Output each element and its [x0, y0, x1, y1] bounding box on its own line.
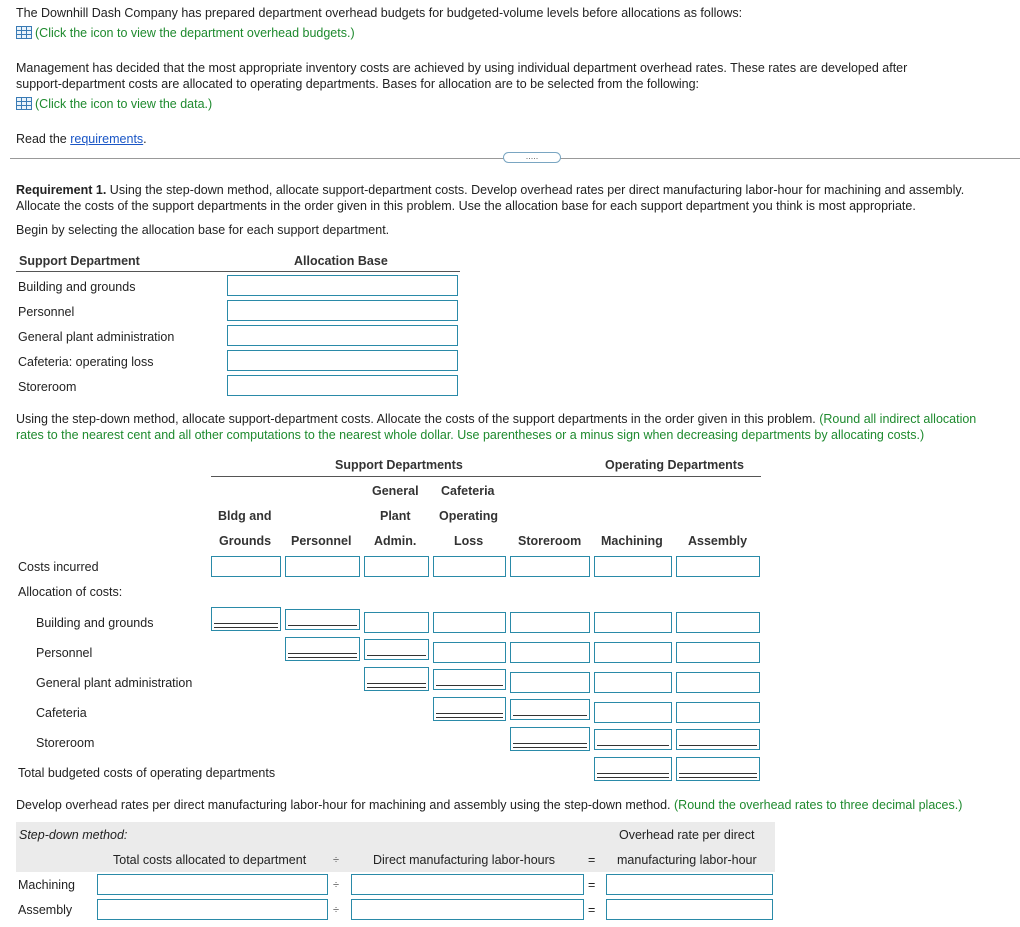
- alloc-bg-machining-input[interactable]: [594, 612, 672, 633]
- col-gpa-line2: Plant: [380, 509, 411, 523]
- data-link[interactable]: [16, 96, 212, 112]
- col-bldg-line2: Grounds: [219, 534, 272, 548]
- read-suffix: .: [143, 132, 147, 146]
- alloc-gpa-gpa-input[interactable]: [364, 667, 429, 691]
- col-machining: Machining: [601, 534, 663, 548]
- alloc-bg-assembly-input[interactable]: [676, 612, 760, 633]
- rates-instruction-text: Develop overhead rates per direct manufacturing labor-hour for machining and assembly using the step-down method.: [16, 798, 675, 812]
- costs-incurred-cafeteria-input[interactable]: [433, 556, 506, 577]
- row-allocation-of-costs: Allocation of costs:: [18, 585, 123, 599]
- allocation-base-select-cafeteria[interactable]: [227, 350, 458, 371]
- row-cafeteria: Cafeteria: [36, 706, 87, 720]
- total-machining-input[interactable]: [594, 757, 672, 781]
- management-line-1: Management has decided that the most appropriate inventory costs are achieved by using individual department overhead rates. These rates are developed after: [16, 61, 908, 75]
- alloc-caf-assembly-input[interactable]: [676, 702, 760, 723]
- row-personnel: Personnel: [36, 646, 93, 660]
- alloc-caf-cafeteria-input[interactable]: [433, 697, 506, 721]
- alloc-caf-machining-input[interactable]: [594, 702, 672, 723]
- col-gpa-line3: Admin.: [374, 534, 417, 548]
- alloc-pers-storeroom-input[interactable]: [510, 642, 590, 663]
- begin-instruction: Begin by selecting the allocation base for each support department.: [16, 223, 390, 237]
- alloc-bg-personnel-input[interactable]: [285, 609, 360, 630]
- allocation-base-select-personnel[interactable]: [227, 300, 458, 321]
- costs-incurred-personnel-input[interactable]: [285, 556, 360, 577]
- alloc-pers-assembly-input[interactable]: [676, 642, 760, 663]
- equals-symbol: =: [588, 878, 596, 892]
- alloc-gpa-cafeteria-input[interactable]: [433, 669, 506, 690]
- costs-incurred-storeroom-input[interactable]: [510, 556, 590, 577]
- equals-symbol: =: [588, 903, 596, 917]
- base-row-label: Building and grounds: [18, 280, 136, 294]
- allocation-instruction-text: Using the step-down method, allocate support-department costs. Allocate the costs of the support departments in the order given in this problem.: [16, 412, 820, 426]
- alloc-gpa-assembly-input[interactable]: [676, 672, 760, 693]
- alloc-bg-storeroom-input[interactable]: [510, 612, 590, 633]
- col-gpa-line1: General: [372, 484, 419, 498]
- read-prefix: Read the: [16, 132, 71, 146]
- overhead-budgets-link[interactable]: [16, 25, 355, 41]
- alloc-store-machining-input[interactable]: [594, 729, 672, 750]
- base-table-rule: [16, 271, 460, 272]
- col-support-department: Support Department: [19, 254, 140, 268]
- col-cafeteria-line3: Loss: [454, 534, 484, 548]
- equals-symbol: =: [588, 853, 596, 867]
- assembly-rate-input[interactable]: [606, 899, 773, 920]
- divide-symbol: ÷: [333, 854, 340, 866]
- requirement-1-line-1: [16, 182, 964, 198]
- overhead-budgets-link-text[interactable]: (Click the icon to view the department overhead budgets.): [35, 26, 355, 40]
- divide-symbol: ÷: [333, 904, 340, 916]
- base-row-label: Personnel: [18, 305, 75, 319]
- row-building-grounds: Building and grounds: [36, 616, 154, 630]
- step-down-method-label: Step-down method:: [19, 828, 128, 842]
- alloc-bg-bldg-input[interactable]: [211, 607, 281, 631]
- dmlh-header: Direct manufacturing labor-hours: [373, 853, 556, 867]
- intro-line: The Downhill Dash Company has prepared department overhead budgets for budgeted-volume levels before allocations as follows:: [16, 6, 743, 20]
- assembly-total-costs-input[interactable]: [97, 899, 328, 920]
- allocation-rounding-note-1: (Round all indirect allocation: [819, 412, 977, 426]
- requirement-1-text-1: Using the step-down method, allocate support-department costs. Develop overhead rates per direct manufacturing labor-hour for machining and assembly.: [106, 183, 965, 197]
- rate-row-machining: Machining: [18, 878, 75, 892]
- base-row-label: Storeroom: [18, 380, 77, 394]
- costs-incurred-machining-input[interactable]: [594, 556, 672, 577]
- allocation-base-select-gpa[interactable]: [227, 325, 458, 346]
- allocation-instruction-1: [16, 411, 976, 427]
- table-icon: [16, 97, 32, 110]
- total-assembly-input[interactable]: [676, 757, 760, 781]
- rates-rounding-note: (Round the overhead rates to three decimal places.): [674, 798, 963, 812]
- total-costs-header: Total costs allocated to department: [113, 853, 307, 867]
- rate-header-line1: Overhead rate per direct: [619, 828, 755, 842]
- allocation-base-select-building[interactable]: [227, 275, 458, 296]
- table-icon: [16, 26, 32, 39]
- col-storeroom: Storeroom: [518, 534, 582, 548]
- alloc-caf-storeroom-input[interactable]: [510, 699, 590, 720]
- allocation-base-select-storeroom[interactable]: [227, 375, 458, 396]
- rate-header-line2: manufacturing labor-hour: [617, 853, 757, 867]
- col-personnel: Personnel: [291, 534, 352, 548]
- alloc-pers-personnel-input[interactable]: [285, 637, 360, 661]
- alloc-gpa-storeroom-input[interactable]: [510, 672, 590, 693]
- management-line-2: support-department costs are allocated to operating departments. Bases for allocation are to be selected from the following:: [16, 77, 700, 91]
- requirement-1-label: Requirement 1.: [16, 183, 107, 197]
- col-cafeteria-line1: Cafeteria: [441, 484, 495, 498]
- machining-rate-input[interactable]: [606, 874, 773, 895]
- alloc-bg-cafeteria-input[interactable]: [433, 612, 506, 633]
- data-link-text[interactable]: (Click the icon to view the data.): [35, 97, 213, 111]
- costs-incurred-gpa-input[interactable]: [364, 556, 429, 577]
- alloc-pers-gpa-input[interactable]: [364, 639, 429, 660]
- base-row-label: Cafeteria: operating loss: [18, 355, 154, 369]
- rates-instruction: [16, 797, 962, 813]
- expand-toggle[interactable]: .....: [503, 152, 561, 163]
- alloc-pers-cafeteria-input[interactable]: [433, 642, 506, 663]
- requirement-1-line-2: Allocate the costs of the support departments in the order given in this problem. Use the allocation base for each support department you think is most appropriate.: [16, 199, 916, 213]
- col-allocation-base: Allocation Base: [294, 254, 388, 268]
- row-general-plant-admin: General plant administration: [36, 676, 193, 690]
- support-departments-header: Support Departments: [335, 458, 463, 472]
- row-costs-incurred: Costs incurred: [18, 560, 99, 574]
- costs-incurred-bldg-input[interactable]: [211, 556, 281, 577]
- divide-symbol: ÷: [333, 879, 340, 891]
- allocation-rounding-note-2: rates to the nearest cent and all other computations to the nearest whole dollar. Use parentheses or a minus sign when decreasing departments by allocating costs.): [16, 428, 925, 442]
- row-total-budgeted: Total budgeted costs of operating departments: [18, 766, 276, 780]
- row-storeroom: Storeroom: [36, 736, 95, 750]
- col-cafeteria-line2: Operating: [439, 509, 499, 523]
- alloc-gpa-machining-input[interactable]: [594, 672, 672, 693]
- requirements-link[interactable]: requirements: [70, 132, 144, 146]
- assembly-dmlh-input[interactable]: [351, 899, 584, 920]
- alloc-pers-machining-input[interactable]: [594, 642, 672, 663]
- operating-departments-header: Operating Departments: [605, 458, 744, 472]
- alloc-store-storeroom-input[interactable]: [510, 727, 590, 751]
- read-requirements: [16, 131, 147, 147]
- base-row-label: General plant administration: [18, 330, 175, 344]
- alloc-header-rule: [211, 476, 761, 477]
- machining-dmlh-input[interactable]: [351, 874, 584, 895]
- machining-total-costs-input[interactable]: [97, 874, 328, 895]
- col-bldg-line1: Bldg and: [218, 509, 272, 523]
- costs-incurred-assembly-input[interactable]: [676, 556, 760, 577]
- rate-row-assembly: Assembly: [18, 903, 73, 917]
- col-assembly: Assembly: [688, 534, 748, 548]
- alloc-store-assembly-input[interactable]: [676, 729, 760, 750]
- alloc-bg-gpa-input[interactable]: [364, 612, 429, 633]
